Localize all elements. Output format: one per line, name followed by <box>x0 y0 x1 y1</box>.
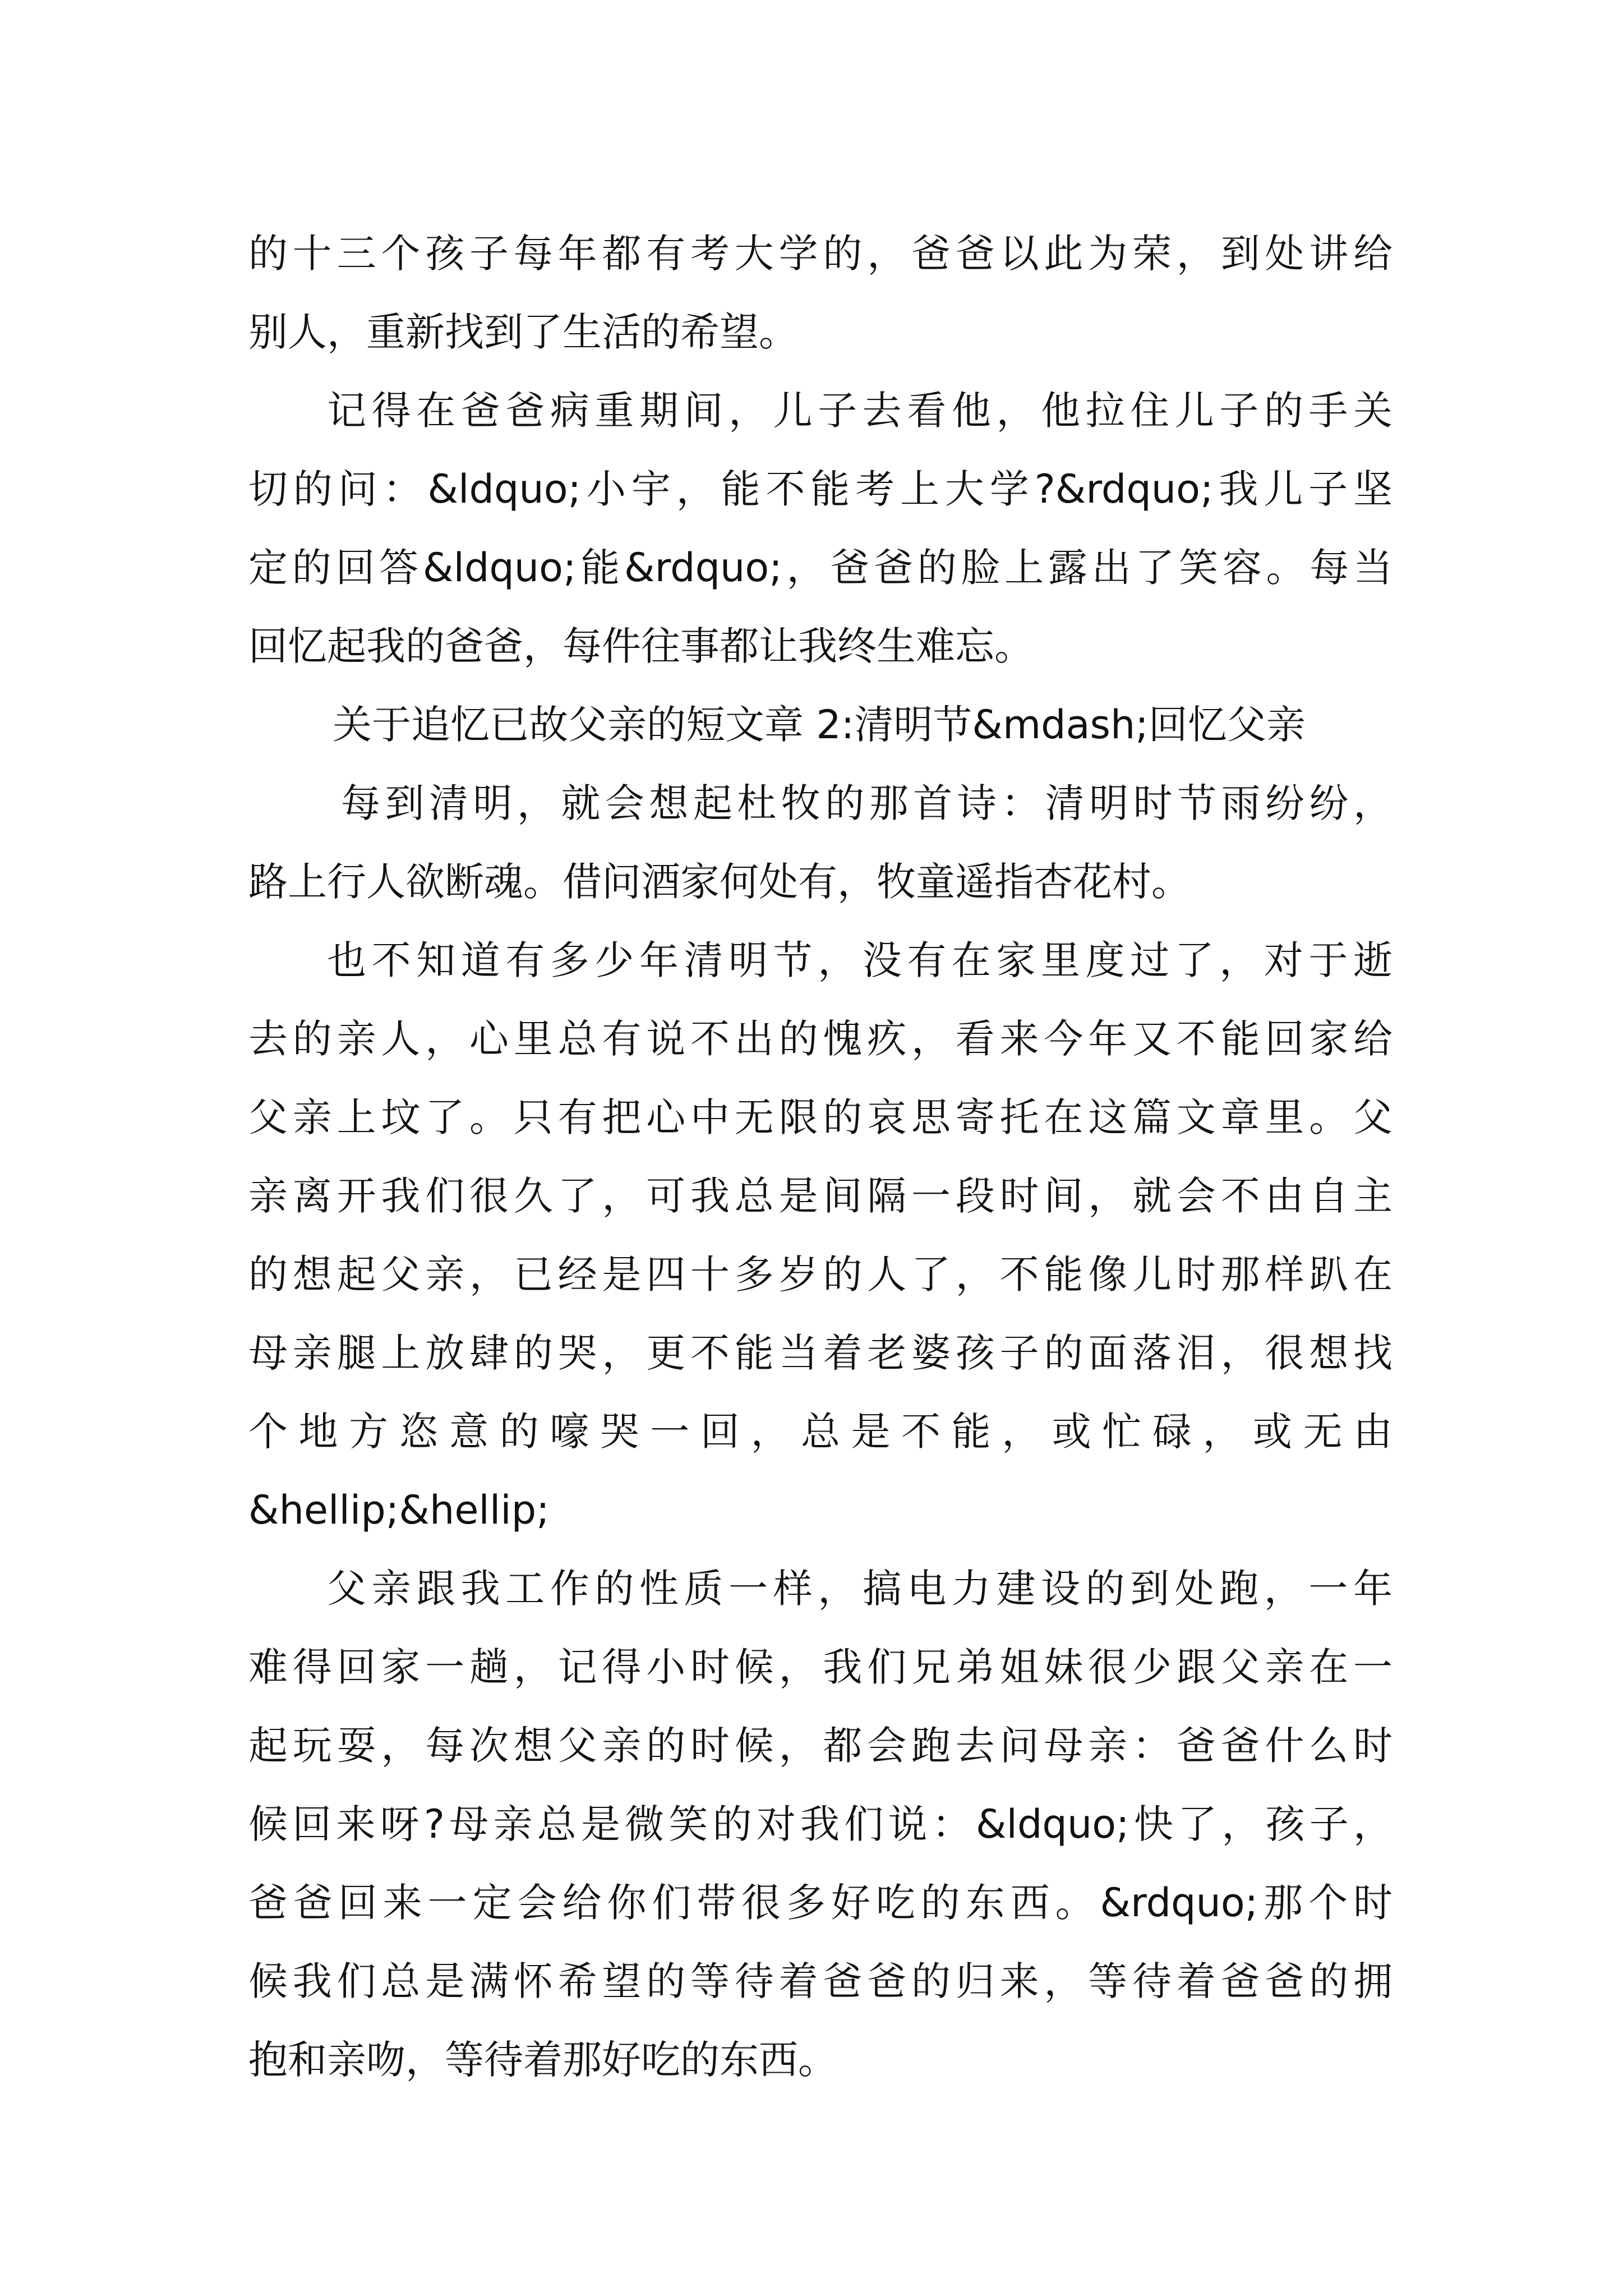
text-line: 切的问：&ldquo;小宇，能不能考上大学?&rdquo;我儿子坚 <box>248 466 1393 512</box>
text-line: 候回来呀?母亲总是微笑的对我们说：&ldquo;快了，孩子， <box>248 1801 1393 1847</box>
text-line: 记得在爸爸病重期间，儿子去看他，他拉住儿子的手关 <box>327 388 1393 434</box>
text-line: 定的回答&ldquo;能&rdquo;，爸爸的脸上露出了笑容。每当 <box>248 545 1393 591</box>
text-line: 也不知道有多少年清明节，没有在家里度过了，对于逝 <box>327 937 1393 983</box>
text-line: 路上行人欲断魂。借问酒家何处有，牧童遥指杏花村。 <box>248 859 1191 905</box>
text-line: 母亲腿上放肆的哭，更不能当着老婆孩子的面落泪，很想找 <box>248 1330 1393 1376</box>
text-line: 抱和亲吻，等待着那好吃的东西。 <box>248 2037 837 2083</box>
text-line: 候我们总是满怀希望的等待着爸爸的归来，等待着爸爸的拥 <box>248 1958 1393 2004</box>
document-body <box>248 214 1393 2099</box>
section-heading: 关于追忆已故父亲的短文章 2:清明节&mdash;回忆父亲 <box>333 702 1306 748</box>
text-line: 去的亲人，心里总有说不出的愧疚，看来今年又不能回家给 <box>248 1016 1393 1062</box>
text-line: &hellip;&hellip; <box>248 1487 550 1533</box>
text-line: 个地方恣意的嚎哭一回，总是不能，或忙碌，或无由 <box>248 1409 1393 1455</box>
text-line: 回忆起我的爸爸，每件往事都让我终生难忘。 <box>248 623 1034 669</box>
text-line: 别人，重新找到了生活的希望。 <box>248 309 798 355</box>
text-line: 的十三个孩子每年都有考大学的，爸爸以此为荣，到处讲给 <box>248 231 1393 277</box>
text-line: 父亲上坟了。只有把心中无限的哀思寄托在这篇文章里。父 <box>248 1094 1393 1140</box>
text-line: 爸爸回来一定会给你们带很多好吃的东西。&rdquo;那个时 <box>248 1880 1393 1926</box>
text-line: 起玩耍，每次想父亲的时候，都会跑去问母亲：爸爸什么时 <box>248 1723 1393 1769</box>
text-line: 父亲跟我工作的性质一样，搞电力建设的到处跑，一年 <box>327 1566 1393 1612</box>
text-line: 难得回家一趟，记得小时候，我们兄弟姐妹很少跟父亲在一 <box>248 1644 1393 1690</box>
text-line: 每到清明，就会想起杜牧的那首诗：清明时节雨纷纷， <box>341 780 1393 826</box>
text-line: 亲离开我们很久了，可我总是间隔一段时间，就会不由自主 <box>248 1173 1393 1219</box>
text-line: 的想起父亲，已经是四十多岁的人了，不能像儿时那样趴在 <box>248 1251 1393 1297</box>
